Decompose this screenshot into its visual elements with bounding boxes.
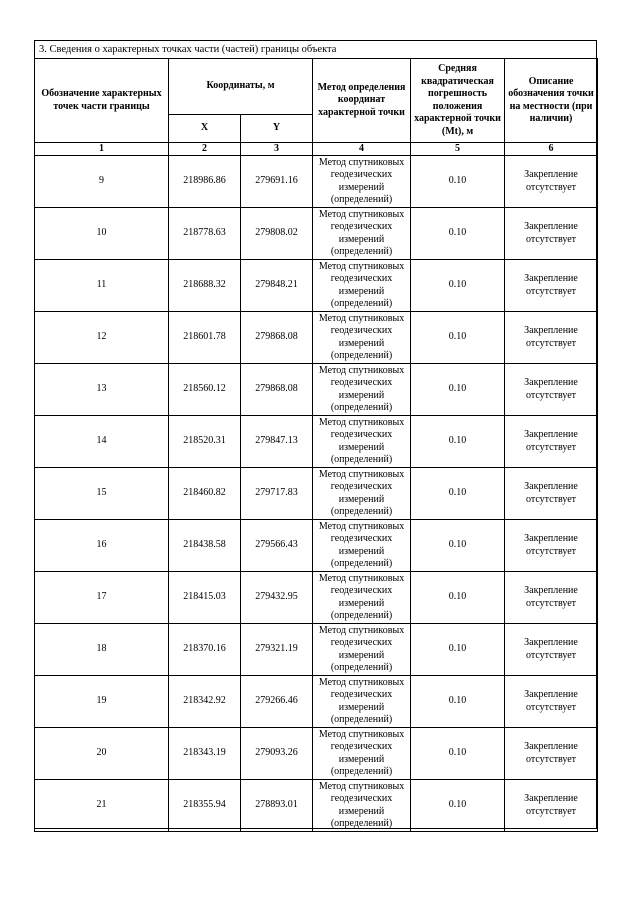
document-frame	[34, 40, 597, 829]
description-cell: Закрепление отсутствует	[505, 572, 598, 624]
y-coordinate-cell: 279321.19	[241, 624, 313, 676]
method-cell: Метод спутниковых геодезических измерений (определений)	[313, 520, 411, 572]
header-method: Метод определения координат характерной точки	[313, 59, 411, 143]
error-cell: 0.10	[411, 364, 505, 416]
x-coordinate-cell: 218560.12	[169, 364, 241, 416]
point-cell: 18	[35, 624, 169, 676]
table-body	[35, 156, 598, 832]
x-coordinate-cell: 218688.32	[169, 260, 241, 312]
table-row	[35, 780, 598, 832]
description-cell: Закрепление отсутствует	[505, 780, 598, 832]
y-coordinate-cell: 279691.16	[241, 156, 313, 208]
x-coordinate-cell: 218342.92	[169, 676, 241, 728]
error-cell: 0.10	[411, 676, 505, 728]
y-coordinate-cell: 279717.83	[241, 468, 313, 520]
description-cell: Закрепление отсутствует	[505, 208, 598, 260]
x-coordinate-cell: 218370.16	[169, 624, 241, 676]
table-row	[35, 416, 598, 468]
x-coordinate-cell: 218520.31	[169, 416, 241, 468]
y-coordinate-cell: 279566.43	[241, 520, 313, 572]
description-cell: Закрепление отсутствует	[505, 728, 598, 780]
table-row	[35, 468, 598, 520]
column-number: 6	[505, 143, 598, 156]
error-cell: 0.10	[411, 156, 505, 208]
x-coordinate-cell: 218778.63	[169, 208, 241, 260]
error-cell: 0.10	[411, 208, 505, 260]
method-cell: Метод спутниковых геодезических измерений (определений)	[313, 728, 411, 780]
point-cell: 14	[35, 416, 169, 468]
description-cell: Закрепление отсутствует	[505, 416, 598, 468]
table-row	[35, 364, 598, 416]
error-cell: 0.10	[411, 312, 505, 364]
point-cell: 12	[35, 312, 169, 364]
method-cell: Метод спутниковых геодезических измерений (определений)	[313, 468, 411, 520]
error-cell: 0.10	[411, 260, 505, 312]
table-row	[35, 156, 598, 208]
error-cell: 0.10	[411, 624, 505, 676]
x-coordinate-cell: 218355.94	[169, 780, 241, 832]
method-cell: Метод спутниковых геодезических измерений (определений)	[313, 572, 411, 624]
point-cell: 10	[35, 208, 169, 260]
x-coordinate-cell: 218601.78	[169, 312, 241, 364]
header-coordinates: Координаты, м	[169, 59, 313, 115]
point-cell: 17	[35, 572, 169, 624]
method-cell: Метод спутниковых геодезических измерений (определений)	[313, 260, 411, 312]
table-row	[35, 260, 598, 312]
header-x: X	[169, 115, 241, 143]
y-coordinate-cell: 279847.13	[241, 416, 313, 468]
error-cell: 0.10	[411, 520, 505, 572]
y-coordinate-cell: 279266.46	[241, 676, 313, 728]
description-cell: Закрепление отсутствует	[505, 676, 598, 728]
method-cell: Метод спутниковых геодезических измерений (определений)	[313, 780, 411, 832]
table-row	[35, 624, 598, 676]
table-row	[35, 676, 598, 728]
method-cell: Метод спутниковых геодезических измерений (определений)	[313, 624, 411, 676]
point-cell: 11	[35, 260, 169, 312]
method-cell: Метод спутниковых геодезических измерений (определений)	[313, 208, 411, 260]
description-cell: Закрепление отсутствует	[505, 520, 598, 572]
column-number: 3	[241, 143, 313, 156]
column-number: 5	[411, 143, 505, 156]
point-cell: 9	[35, 156, 169, 208]
x-coordinate-cell: 218438.58	[169, 520, 241, 572]
error-cell: 0.10	[411, 780, 505, 832]
table-row	[35, 572, 598, 624]
method-cell: Метод спутниковых геодезических измерений (определений)	[313, 156, 411, 208]
y-coordinate-cell: 279093.26	[241, 728, 313, 780]
x-coordinate-cell: 218343.19	[169, 728, 241, 780]
y-coordinate-cell: 279868.08	[241, 312, 313, 364]
y-coordinate-cell: 279868.08	[241, 364, 313, 416]
description-cell: Закрепление отсутствует	[505, 156, 598, 208]
boundary-points-table	[34, 58, 598, 832]
header-point: Обозначение характерных точек части границы	[35, 59, 169, 143]
point-cell: 13	[35, 364, 169, 416]
method-cell: Метод спутниковых геодезических измерений (определений)	[313, 364, 411, 416]
section-title: 3. Сведения о характерных точках части (частей) границы объекта	[39, 44, 337, 55]
table-row	[35, 312, 598, 364]
header-error: Средняя квадратическая погрешность положения характерной точки (Mt), м	[411, 59, 505, 143]
description-cell: Закрепление отсутствует	[505, 364, 598, 416]
x-coordinate-cell: 218460.82	[169, 468, 241, 520]
point-cell: 20	[35, 728, 169, 780]
point-cell: 15	[35, 468, 169, 520]
method-cell: Метод спутниковых геодезических измерений (определений)	[313, 676, 411, 728]
point-cell: 19	[35, 676, 169, 728]
error-cell: 0.10	[411, 572, 505, 624]
header-description: Описание обозначения точки на местности (при наличии)	[505, 59, 598, 143]
y-coordinate-cell: 278893.01	[241, 780, 313, 832]
description-cell: Закрепление отсутствует	[505, 624, 598, 676]
description-cell: Закрепление отсутствует	[505, 312, 598, 364]
table-row	[35, 208, 598, 260]
y-coordinate-cell: 279432.95	[241, 572, 313, 624]
method-cell: Метод спутниковых геодезических измерений (определений)	[313, 312, 411, 364]
x-coordinate-cell: 218415.03	[169, 572, 241, 624]
error-cell: 0.10	[411, 468, 505, 520]
column-number: 1	[35, 143, 169, 156]
header-y: Y	[241, 115, 313, 143]
x-coordinate-cell: 218986.86	[169, 156, 241, 208]
column-number: 2	[169, 143, 241, 156]
y-coordinate-cell: 279808.02	[241, 208, 313, 260]
point-cell: 16	[35, 520, 169, 572]
table-row	[35, 728, 598, 780]
column-number: 4	[313, 143, 411, 156]
description-cell: Закрепление отсутствует	[505, 468, 598, 520]
table-row	[35, 520, 598, 572]
method-cell: Метод спутниковых геодезических измерений (определений)	[313, 416, 411, 468]
description-cell: Закрепление отсутствует	[505, 260, 598, 312]
point-cell: 21	[35, 780, 169, 832]
error-cell: 0.10	[411, 728, 505, 780]
y-coordinate-cell: 279848.21	[241, 260, 313, 312]
error-cell: 0.10	[411, 416, 505, 468]
